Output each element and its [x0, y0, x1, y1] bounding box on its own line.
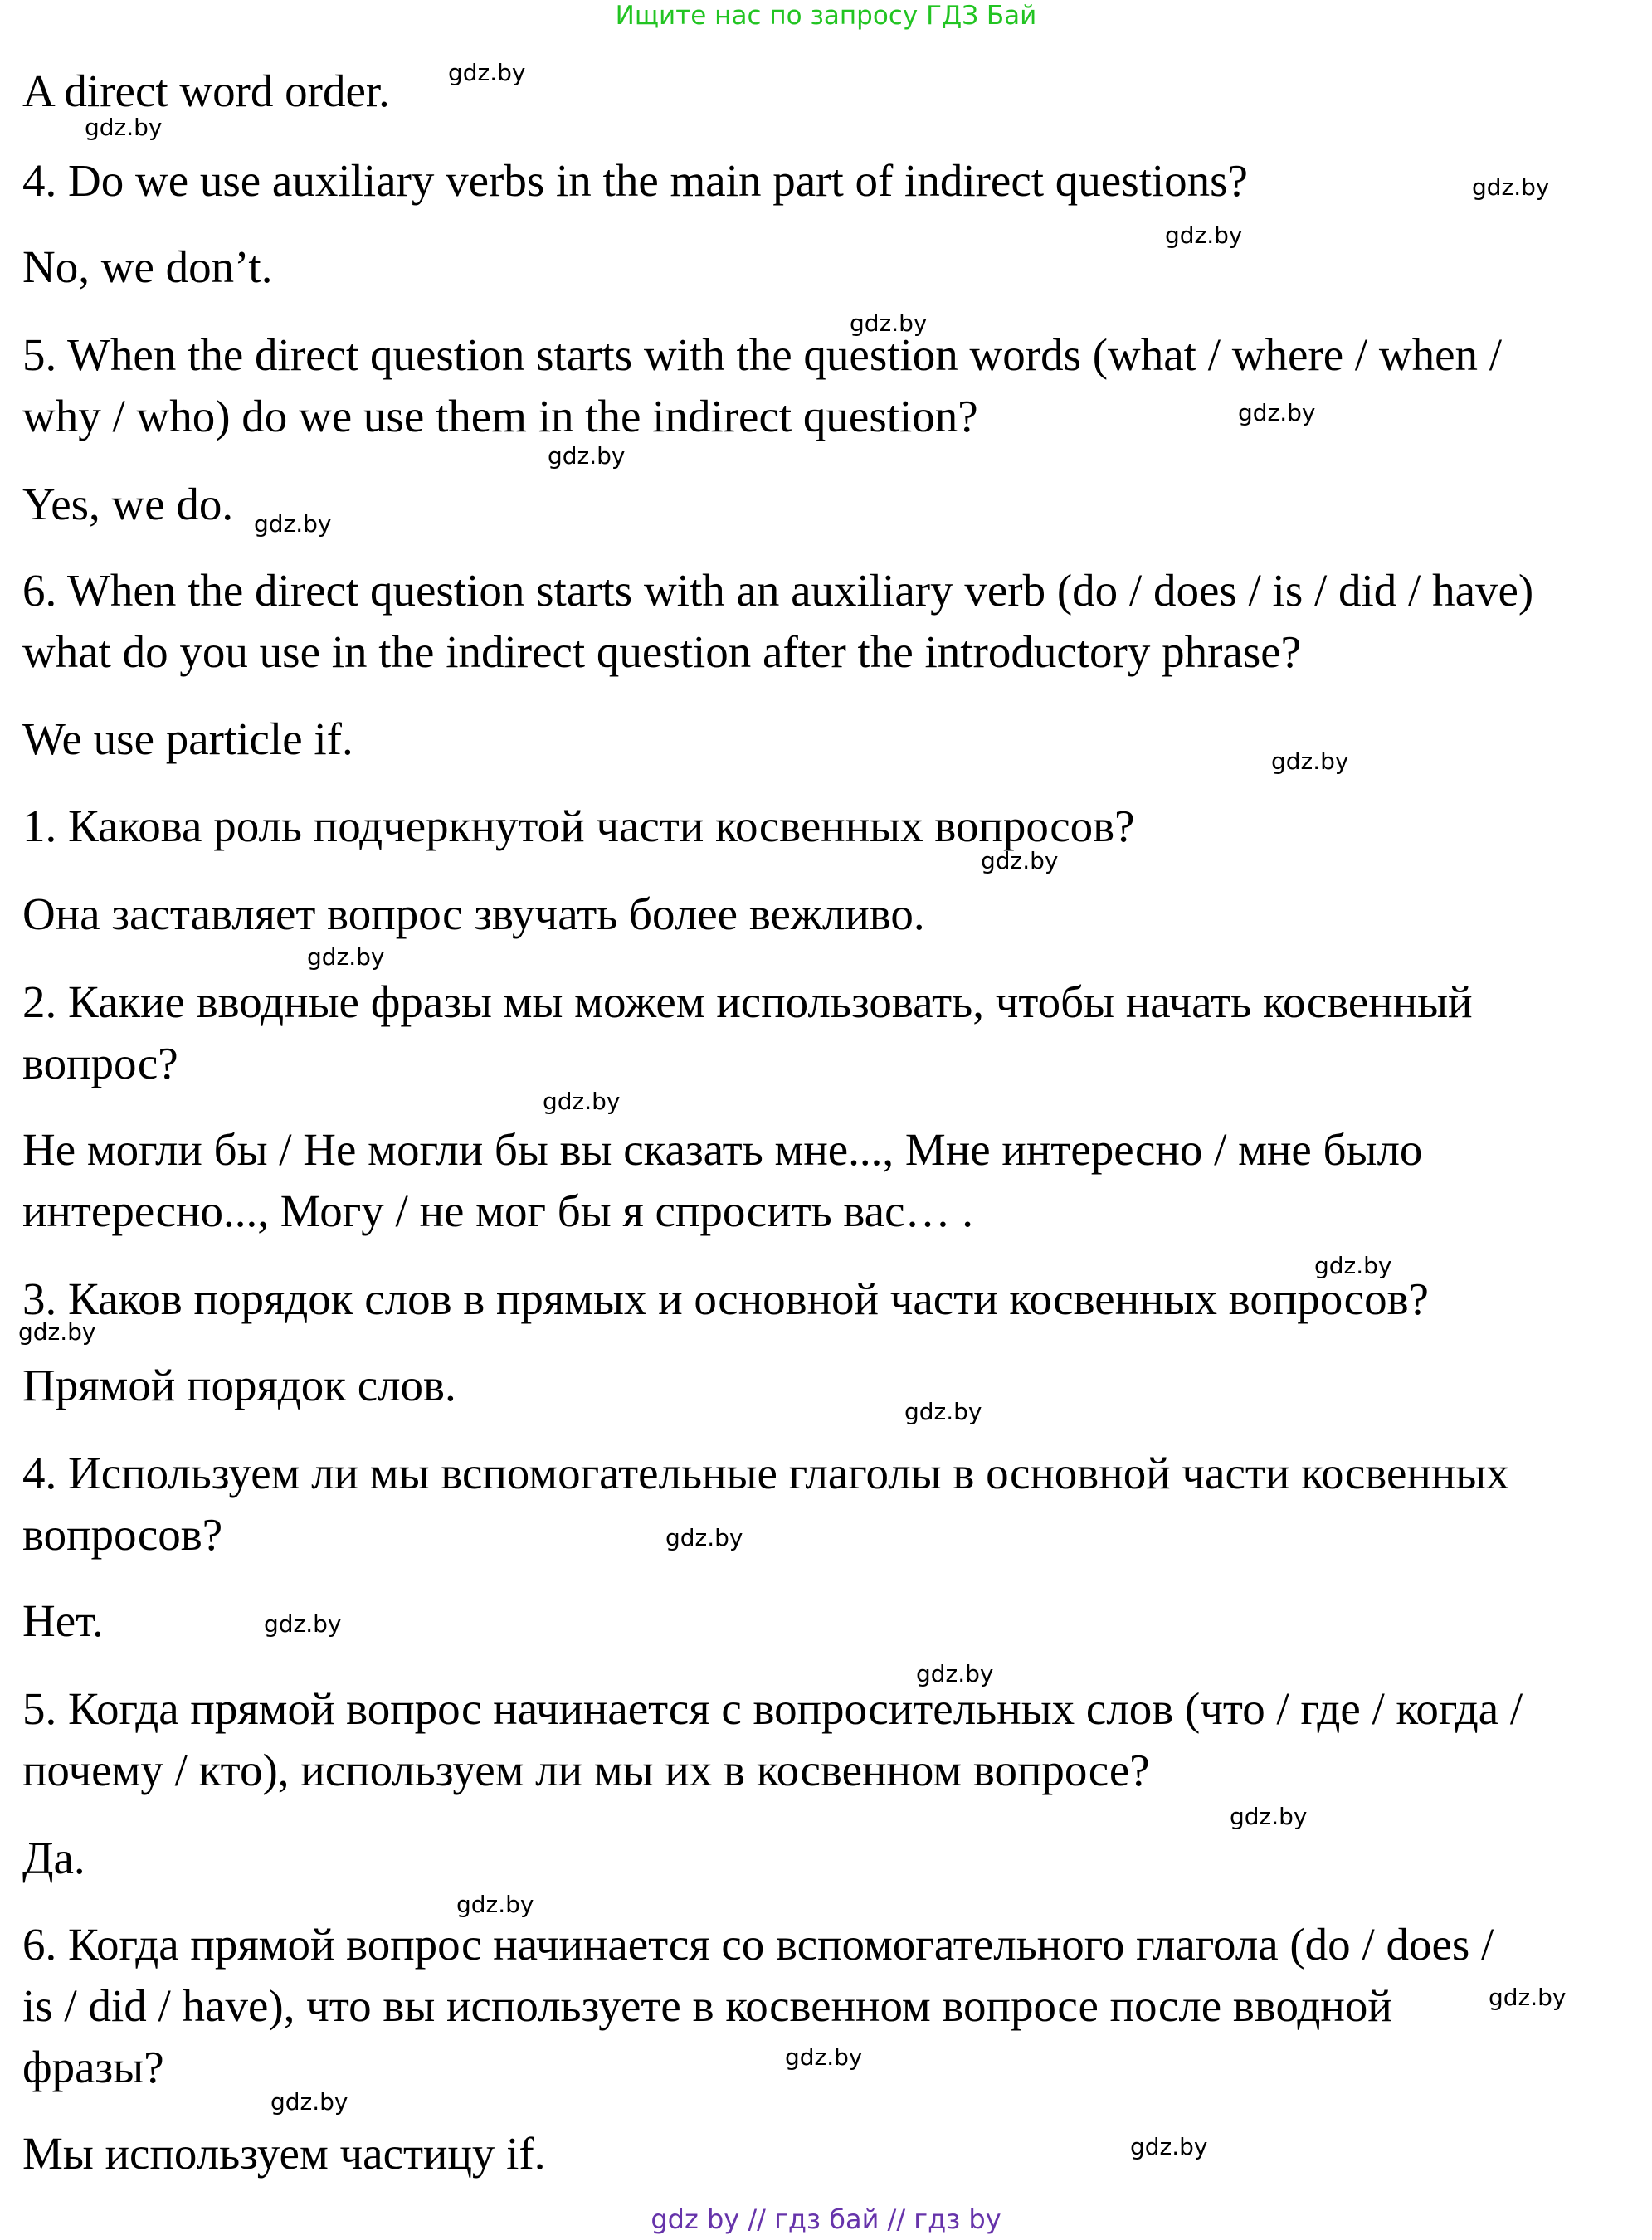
watermark: gdz.by: [18, 1318, 96, 1346]
watermark: gdz.by: [1130, 2133, 1208, 2160]
watermark: gdz.by: [85, 114, 163, 141]
question-5-ru-line-1: 5. Когда прямой вопрос начинается с вопросительных слов (что / где / когда /: [22, 1683, 1523, 1734]
watermark: gdz.by: [456, 1891, 534, 1918]
question-5-ru-line-2: почему / кто), используем ли мы их в косвенном вопросе?: [22, 1745, 1150, 1795]
question-6-ru-line-2: is / did / have), что вы используете в косвенном вопросе после вводной: [22, 1980, 1392, 2031]
watermark: gdz.by: [665, 1524, 743, 1551]
answer-2-ru-line-2: интересно..., Могу / не мог бы я спросить вас… .: [22, 1186, 974, 1236]
watermark: gdz.by: [1230, 1803, 1308, 1830]
question-6-en-line-1: 6. When the direct question starts with an auxiliary verb (do / does / is / did / have): [22, 565, 1534, 616]
watermark: gdz.by: [254, 510, 332, 538]
answer-5-en: Yes, we do.: [22, 479, 234, 529]
watermark: gdz.by: [264, 1610, 342, 1638]
answer-3-ru: Прямой порядок слов.: [22, 1360, 456, 1410]
watermark: gdz.by: [307, 943, 385, 971]
question-6-ru-line-1: 6. Когда прямой вопрос начинается со вспомогательного глагола (do / does /: [22, 1919, 1494, 1970]
question-2-ru-line-2: вопрос?: [22, 1038, 178, 1088]
watermark: gdz.by: [1472, 173, 1550, 201]
watermark: gdz.by: [1165, 222, 1243, 249]
watermark: gdz.by: [916, 1660, 994, 1687]
answer-4-ru: Нет.: [22, 1595, 104, 1646]
watermark: gdz.by: [904, 1398, 982, 1425]
answer-6-en: We use particle if.: [22, 713, 353, 764]
answer-6-ru: Мы используем частицу if.: [22, 2128, 546, 2179]
answer-2-ru-line-1: Не могли бы / Не могли бы вы сказать мне..., Мне интересно / мне было: [22, 1124, 1423, 1175]
watermark: gdz.by: [1271, 747, 1349, 775]
answer-5-ru: Да.: [22, 1833, 85, 1883]
question-5-en-line-1: 5. When the direct question starts with the question words (what / where / when /: [22, 329, 1503, 380]
question-4-ru-line-2: вопросов?: [22, 1509, 223, 1560]
question-2-ru-line-1: 2. Какие вводные фразы мы можем использовать, чтобы начать косвенный: [22, 976, 1473, 1027]
question-5-en-line-2: why / who) do we use them in the indirect question?: [22, 391, 978, 441]
question-1-ru: 1. Какова роль подчеркнутой части косвенных вопросов?: [22, 801, 1135, 851]
watermark: gdz.by: [1489, 1984, 1567, 2011]
watermark: gdz.by: [448, 59, 526, 86]
answer-1-ru: Она заставляет вопрос звучать более вежливо.: [22, 889, 925, 939]
search-hint-header: Ищите нас по запросу ГДЗ Бай: [615, 1, 1037, 31]
watermark: gdz.by: [1238, 399, 1316, 426]
footer-links[interactable]: gdz by // гдз бай // гдз by: [651, 2203, 1001, 2235]
watermark: gdz.by: [850, 309, 928, 337]
watermark: gdz.by: [981, 847, 1059, 874]
answer-4-en: No, we don’t.: [22, 241, 273, 292]
watermark: gdz.by: [270, 2088, 348, 2116]
question-6-ru-line-3: фразы?: [22, 2042, 164, 2092]
question-4-en: 4. Do we use auxiliary verbs in the main part of indirect questions?: [22, 155, 1248, 206]
answer-3-en: A direct word order.: [22, 66, 390, 116]
question-3-ru: 3. Каков порядок слов в прямых и основной части косвенных вопросов?: [22, 1273, 1429, 1324]
watermark: gdz.by: [785, 2043, 863, 2071]
watermark: gdz.by: [548, 442, 626, 470]
question-6-en-line-2: what do you use in the indirect question after the introductory phrase?: [22, 626, 1302, 677]
question-4-ru-line-1: 4. Используем ли мы вспомогательные глаголы в основной части косвенных: [22, 1448, 1509, 1498]
watermark: gdz.by: [1314, 1252, 1392, 1279]
watermark: gdz.by: [543, 1088, 621, 1115]
